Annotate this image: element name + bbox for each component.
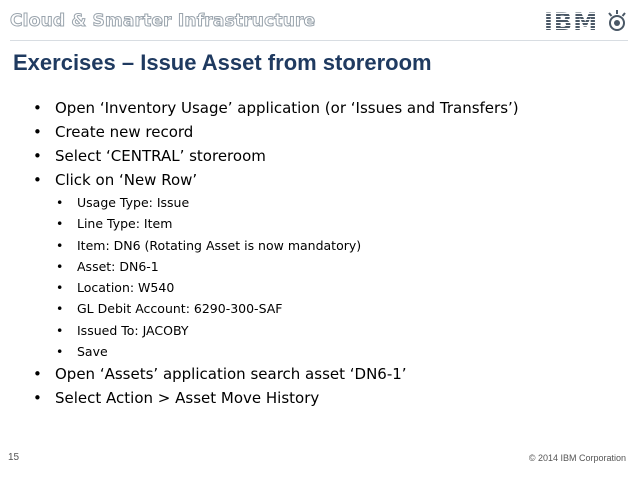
sub-bullet-item: • Location: W540 (0, 277, 638, 298)
ibm-logo (542, 8, 604, 34)
bullet-list (0, 96, 638, 192)
sub-bullet-item: • Save (0, 341, 638, 362)
bullet-item: • Click on ‘New Row’ (0, 168, 638, 192)
sub-bullet-item: • Line Type: Item (0, 213, 638, 234)
header-divider (10, 40, 628, 41)
sub-bullet-item: • GL Debit Account: 6290-300-SAF (0, 298, 638, 319)
sub-bullet-item: • Issued To: JACOBY (0, 320, 638, 341)
bullet-list-continued (0, 362, 638, 410)
bullet-item: • Create new record (0, 120, 638, 144)
sub-bullet-item: • Item: DN6 (Rotating Asset is now mandatory) (0, 235, 638, 256)
brand-title: Cloud & Smarter Infrastructure (10, 11, 316, 31)
bullet-item: • Open ‘Assets’ application search asset ‘DN6-1’ (0, 362, 638, 386)
bullet-item: • Open ‘Inventory Usage’ application (or ‘Issues and Transfers’) (0, 96, 638, 120)
bullet-item: • Select Action > Asset Move History (0, 386, 638, 410)
ibm-logo-text: IBM (544, 8, 599, 34)
copyright-notice: © 2014 IBM Corporation (528, 453, 626, 463)
page-number: 15 (8, 452, 20, 463)
smarter-planet-icon (606, 9, 628, 33)
slide-title: Exercises – Issue Asset from storeroom (13, 50, 432, 75)
sub-bullet-item: • Usage Type: Issue (0, 192, 638, 213)
sub-bullet-item: • Asset: DN6-1 (0, 256, 638, 277)
bullet-item: • Select ‘CENTRAL’ storeroom (0, 144, 638, 168)
slide-content (0, 96, 638, 410)
sub-bullet-list (0, 192, 638, 362)
